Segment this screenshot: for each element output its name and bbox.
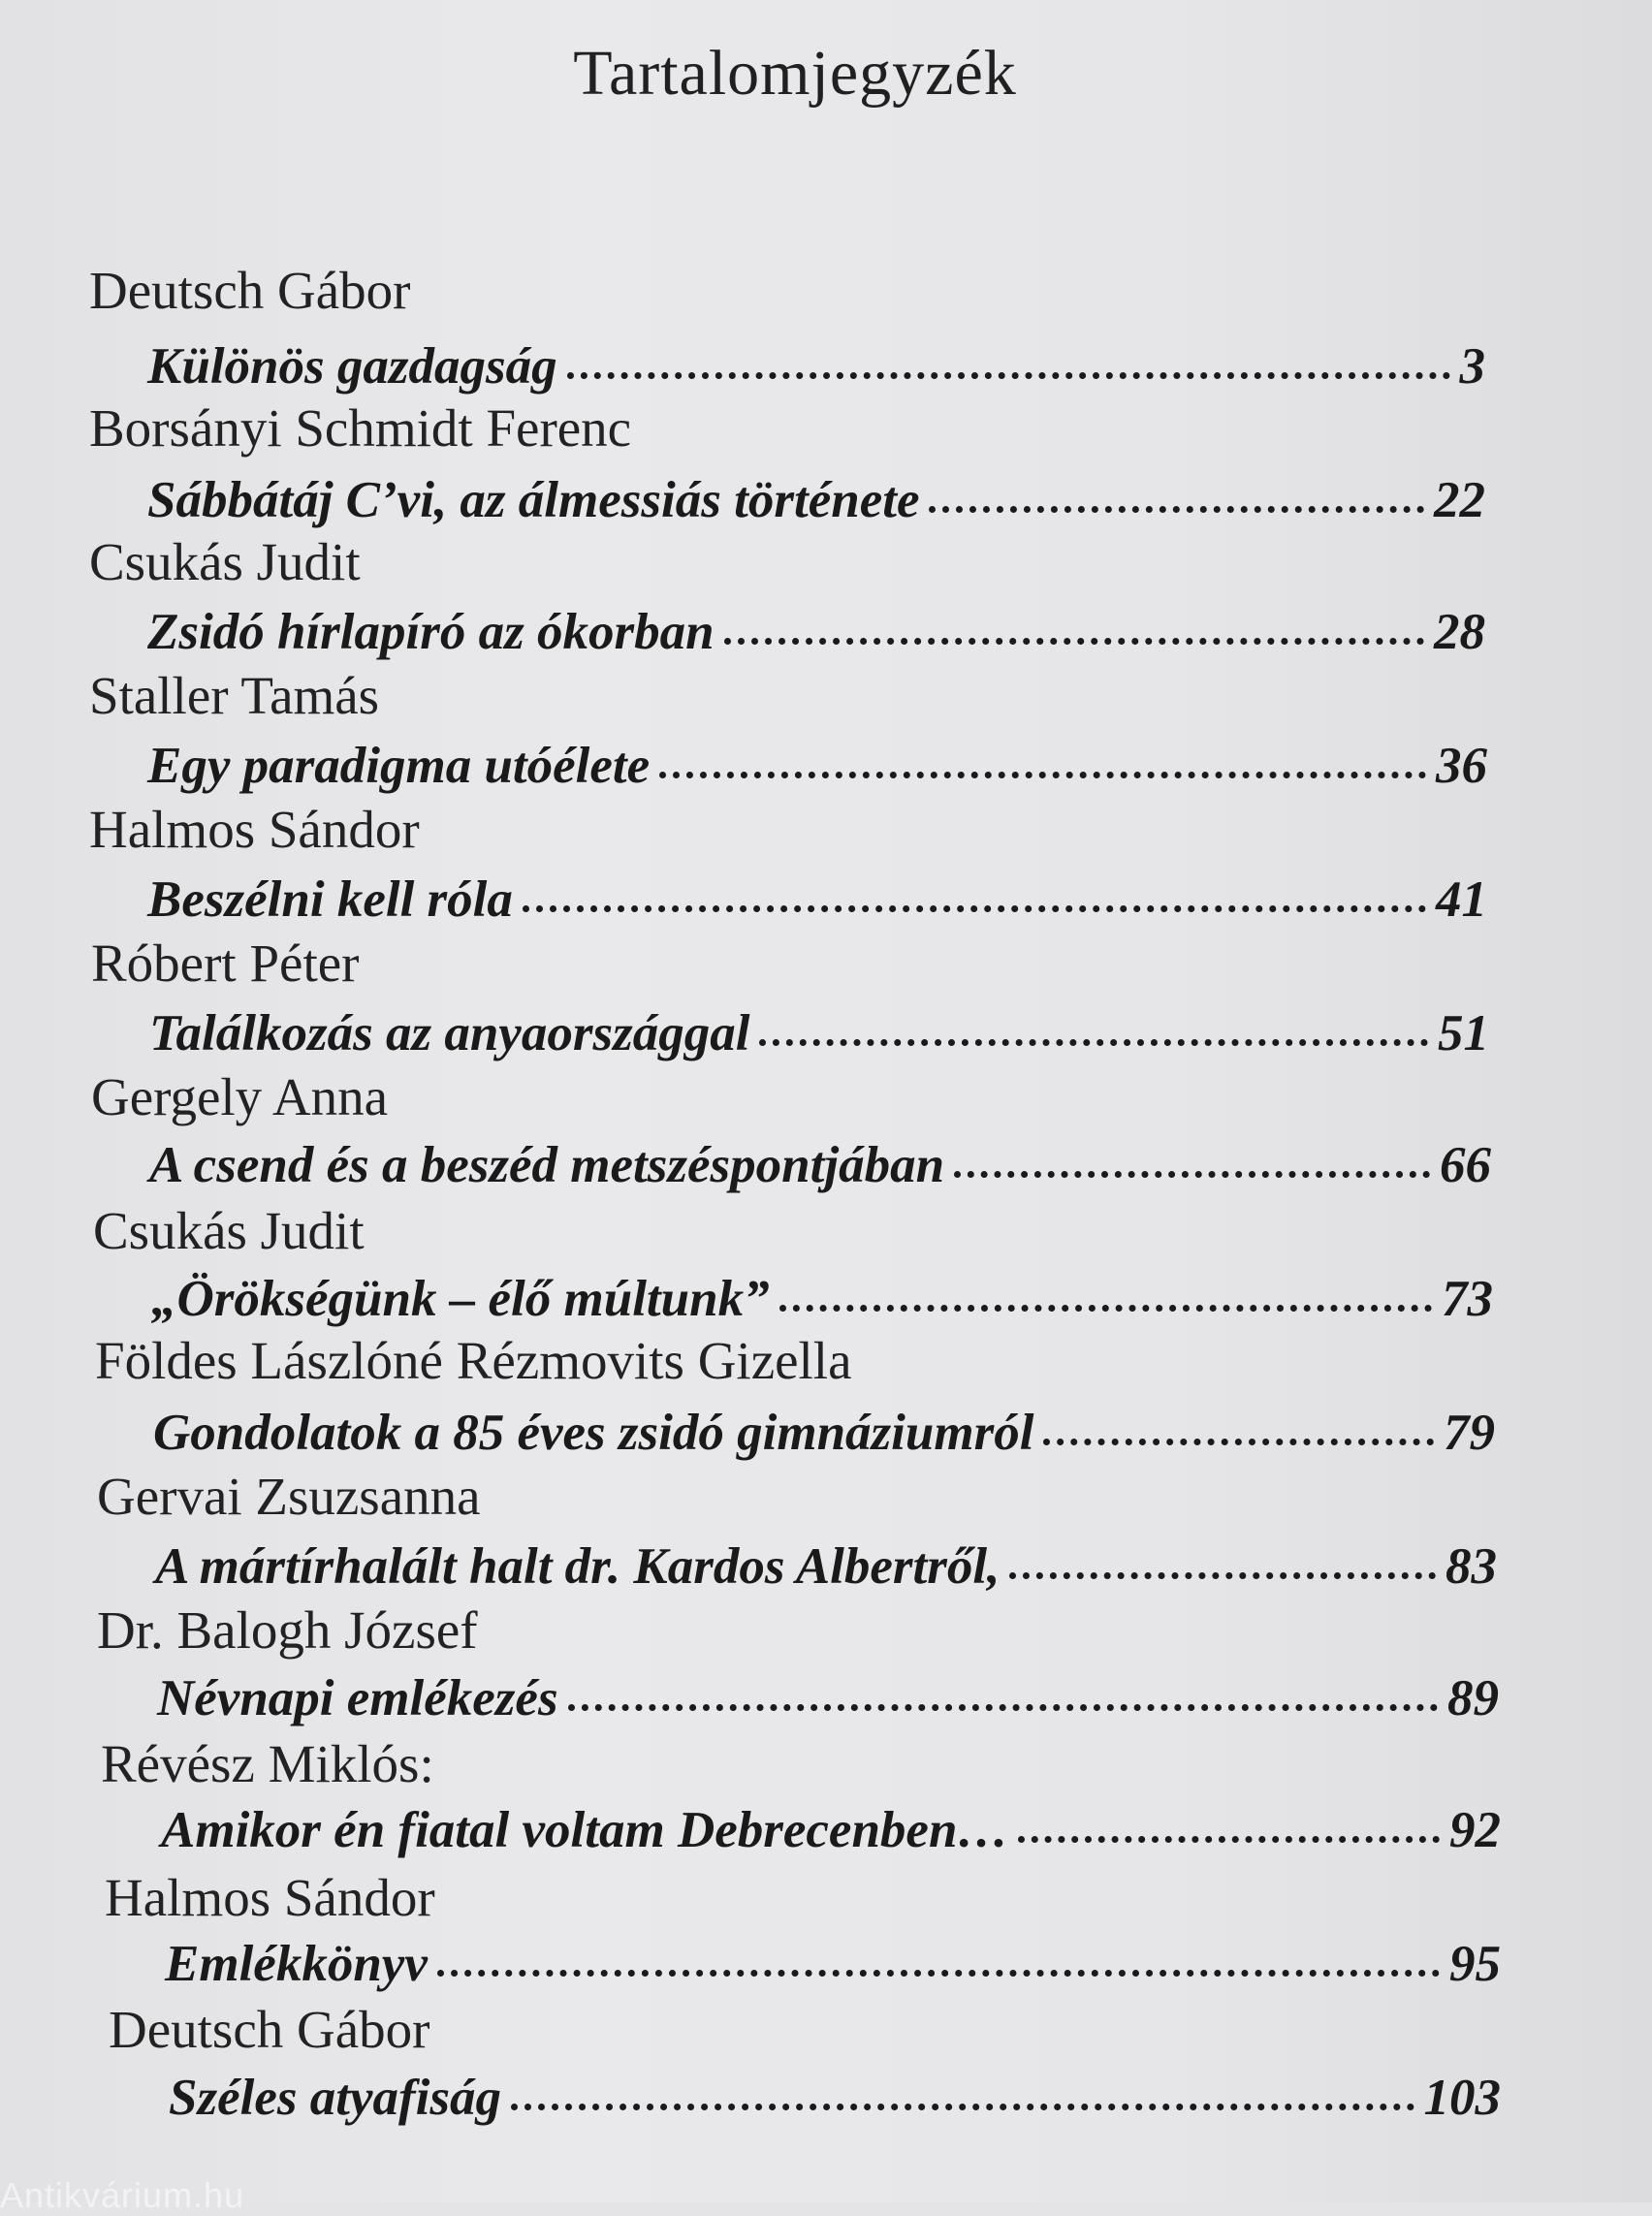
entry-title: Találkozás az anyaországgal — [149, 1005, 750, 1061]
entry-author: Borsányi Schmidt Ferenc — [89, 398, 632, 458]
entry-author: Gervai Zsuzsanna — [97, 1467, 481, 1526]
entry-page-number: 92 — [1449, 1802, 1501, 1858]
dot-leader — [724, 638, 1424, 645]
entry-page-number: 89 — [1447, 1670, 1499, 1726]
toc-entry — [161, 1801, 1501, 1859]
toc-entry — [165, 1935, 1501, 1993]
dot-leader — [523, 905, 1426, 912]
entry-title: „Örökségünk – élő múltunk” — [151, 1271, 770, 1327]
dot-leader — [759, 1039, 1428, 1046]
dot-leader — [511, 2104, 1414, 2110]
toc-entry — [169, 2069, 1501, 2127]
dot-leader — [568, 1704, 1438, 1711]
dot-leader — [1018, 1836, 1440, 1843]
entry-title: Amikor én fiatal voltam Debrecenben… — [161, 1802, 1009, 1858]
toc-entry — [157, 1669, 1499, 1727]
dot-leader — [929, 506, 1424, 513]
entry-author: Halmos Sándor — [105, 1868, 435, 1927]
entry-author: Róbert Péter — [91, 934, 360, 993]
entry-author: Staller Tamás — [89, 666, 380, 725]
entry-author: Gergely Anna — [91, 1067, 388, 1126]
toc-entry — [147, 471, 1485, 529]
entry-title: Zsidó hírlapíró az ókorban — [147, 604, 715, 660]
entry-page-number: 79 — [1444, 1405, 1495, 1461]
entry-author: Földes Lászlóné Rézmovits Gizella — [95, 1331, 852, 1390]
entry-page-number: 41 — [1436, 871, 1487, 928]
entry-title: Névnapi emlékezés — [157, 1670, 558, 1726]
watermark: Antikvárium.hu — [0, 2175, 245, 2215]
entry-author: Dr. Balogh József — [97, 1600, 478, 1660]
dot-leader — [659, 772, 1426, 778]
entry-author: Halmos Sándor — [89, 800, 420, 859]
toc-entry — [155, 1537, 1497, 1596]
entry-page-number: 22 — [1434, 472, 1485, 528]
dot-leader — [954, 1171, 1430, 1178]
page-title: Tartalomjegyzék — [573, 38, 1017, 109]
entry-page-number: 51 — [1438, 1005, 1489, 1061]
entry-author: Deutsch Gábor — [109, 2000, 430, 2059]
entry-title: Egy paradigma utóélete — [147, 738, 651, 794]
entry-title: Beszélni kell róla — [147, 871, 513, 928]
entry-author: Deutsch Gábor — [89, 261, 411, 320]
entry-title: A csend és a beszéd metszéspontjában — [149, 1137, 945, 1193]
entry-page-number: 103 — [1423, 2070, 1501, 2126]
toc-entry — [147, 871, 1487, 929]
entry-page-number: 28 — [1434, 604, 1485, 660]
toc-entry — [149, 1136, 1491, 1194]
toc-entry — [153, 1404, 1495, 1462]
dot-leader — [1009, 1572, 1436, 1579]
entry-author: Csukás Judit — [93, 1201, 365, 1260]
toc-entry — [147, 337, 1485, 396]
entry-title: Sábbátáj C’vi, az álmessiás története — [147, 472, 920, 528]
entry-page-number: 36 — [1436, 738, 1487, 794]
entry-title: Emlékkönyv — [165, 1936, 428, 1992]
entry-title: Gondolatok a 85 éves zsidó gimnáziumról — [153, 1405, 1034, 1461]
entry-page-number: 73 — [1442, 1271, 1493, 1327]
dot-leader — [779, 1305, 1432, 1312]
dot-leader — [1043, 1439, 1434, 1445]
dot-leader — [437, 1970, 1440, 1977]
entry-title: A mártírhalált halt dr. Kardos Albertről, — [155, 1538, 1001, 1595]
toc-entry — [147, 603, 1485, 661]
entry-page-number: 3 — [1459, 338, 1485, 395]
entry-page-number: 95 — [1449, 1936, 1501, 1992]
entry-page-number: 83 — [1446, 1538, 1497, 1595]
entry-page-number: 66 — [1440, 1137, 1491, 1193]
entry-author: Révész Miklós: — [101, 1734, 434, 1793]
toc-entry — [151, 1270, 1493, 1328]
toc-entry — [147, 737, 1487, 795]
toc-entry — [149, 1004, 1489, 1062]
entry-title: Különös gazdagság — [147, 338, 557, 395]
entry-title: Széles atyafiság — [169, 2070, 501, 2126]
dot-leader — [567, 372, 1450, 379]
entry-author: Csukás Judit — [89, 532, 361, 591]
